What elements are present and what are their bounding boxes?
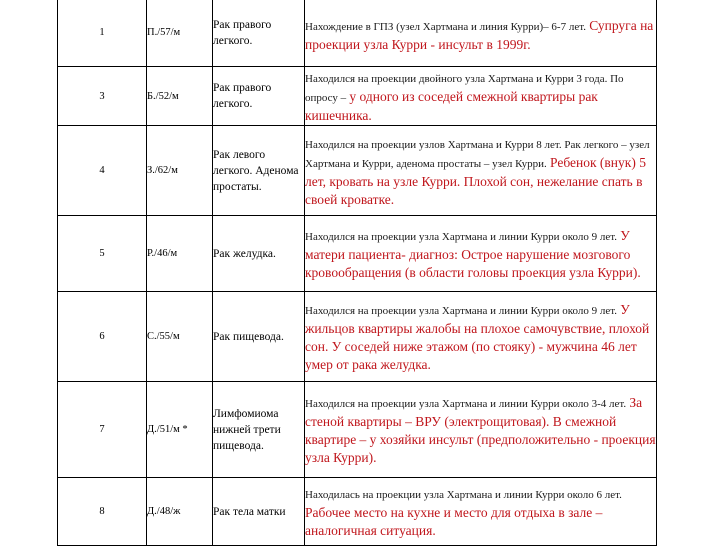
observation bbox=[305, 382, 657, 478]
observation-highlight: У матери пациента- диагноз: Острое нарушение мозгового кровообращения (в области головы проекция узла Курри). bbox=[305, 228, 641, 280]
observation bbox=[305, 478, 657, 546]
patient-code: Д./48/ж bbox=[147, 478, 213, 546]
patient-code: П./57/м bbox=[147, 0, 213, 67]
observation-text: Нахождение в ГПЗ (узел Хартмана и линия Курри)– 6-7 лет. bbox=[305, 21, 586, 33]
table-row bbox=[58, 67, 657, 126]
observation-text: Находился на проекции узла Хартмана и линии Курри около 9 лет. bbox=[305, 231, 617, 243]
row-number: 4 bbox=[58, 126, 147, 216]
table-row bbox=[58, 292, 657, 382]
observation-text: Находилась на проекции узла Хартмана и линии Курри около 6 лет. bbox=[305, 489, 622, 501]
diagnosis: Лимфомиома нижней трети пищевода. bbox=[213, 382, 305, 478]
table-row bbox=[58, 216, 657, 292]
table-row bbox=[58, 382, 657, 478]
diagnosis: Рак левого легкого. Аденома простаты. bbox=[213, 126, 305, 216]
observation bbox=[305, 216, 657, 292]
observation-highlight: За стеной квартиры – ВРУ (электрощитовая). В смежной квартире – у хозяйки инсульт (предположительно - проекция узла Курри). bbox=[305, 395, 656, 465]
row-number: 1 bbox=[58, 0, 147, 67]
observation-highlight: У жильцов квартиры жалобы на плохое самочувствие, плохой сон. У соседей ниже этажом (по стояку) - мужчина 46 лет умер от рака желудка. bbox=[305, 302, 650, 372]
observation-text: Находился на проекции двойного узла Хартмана и Курри 3 года. По опросу – bbox=[305, 73, 624, 104]
diagnosis: Рак тела матки bbox=[213, 478, 305, 546]
patient-code: Б./52/м bbox=[147, 67, 213, 126]
row-number: 3 bbox=[58, 67, 147, 126]
patient-code: С./55/м bbox=[147, 292, 213, 382]
diagnosis: Рак пищевода. bbox=[213, 292, 305, 382]
diagnosis: Рак желудка. bbox=[213, 216, 305, 292]
row-number: 5 bbox=[58, 216, 147, 292]
table-row bbox=[58, 0, 657, 67]
diagnosis: Рак правого легкого. bbox=[213, 0, 305, 67]
row-number: 6 bbox=[58, 292, 147, 382]
observation-text: Находился на проекции узлов Хартмана и Курри 8 лет. Рак легкого – узел Хартмана и Курри, аденома простаты – узел Курри. bbox=[305, 138, 650, 170]
patient-code: Д./51/м * bbox=[147, 382, 213, 478]
observation bbox=[305, 67, 657, 126]
observation bbox=[305, 292, 657, 382]
row-number: 8 bbox=[58, 478, 147, 546]
observation-highlight: Ребенок (внук) 5 лет, кровать на узле Курри. Плохой сон, нежелание спать в своей кроватке. bbox=[305, 154, 646, 207]
observation-highlight: у одного из соседей смежной квартиры рак кишечника. bbox=[305, 89, 598, 123]
observation-text: Находился на проекции узла Хартмана и линии Курри около 9 лет. bbox=[305, 305, 617, 317]
observation bbox=[305, 0, 657, 67]
patient-code: З./62/м bbox=[147, 126, 213, 216]
diagnosis: Рак правого легкого. bbox=[213, 67, 305, 126]
row-number: 7 bbox=[58, 382, 147, 478]
table-row bbox=[58, 478, 657, 546]
observation bbox=[305, 126, 657, 216]
patients-table bbox=[57, 0, 657, 546]
table-row bbox=[58, 126, 657, 216]
observation-highlight: Супруга на проекции узла Курри - инсульт в 1999г. bbox=[305, 18, 654, 52]
observation-highlight: Рабочее место на кухне и место для отдыха в зале – аналогичная ситуация. bbox=[305, 505, 603, 538]
observation-text: Находился на проекции узла Хартмана и линии Курри около 3-4 лет. bbox=[305, 398, 627, 410]
patient-code: Р./46/м bbox=[147, 216, 213, 292]
